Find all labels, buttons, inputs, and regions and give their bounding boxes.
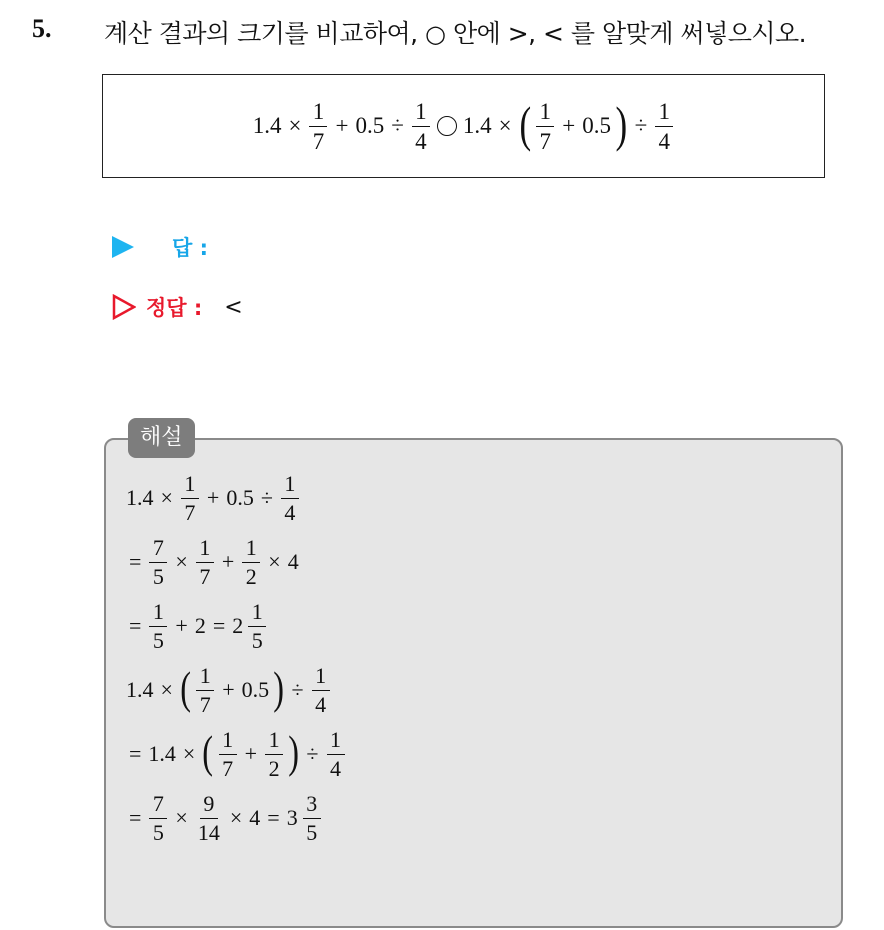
numerator: 1 (536, 100, 554, 127)
numerator: 1 (149, 601, 167, 627)
denominator: 7 (199, 563, 211, 589)
denominator: 7 (184, 499, 196, 525)
plus-operator: + (335, 113, 349, 138)
plus-operator: + (206, 485, 220, 510)
equals-operator: = (129, 741, 142, 766)
plus-operator: + (175, 613, 188, 638)
numerator: 1 (655, 100, 673, 127)
divide-operator: ÷ (291, 677, 304, 702)
numerator: 7 (149, 793, 167, 819)
comparison-blank-circle[interactable] (437, 116, 457, 136)
denominator: 4 (415, 128, 427, 154)
number-term: 0.5 (582, 113, 611, 138)
numerator: 7 (149, 537, 167, 563)
number-term: 4 (249, 805, 261, 830)
numerator: 1 (312, 665, 330, 691)
numerator: 1 (181, 473, 199, 499)
denominator: 7 (199, 691, 211, 717)
answer-row (112, 232, 208, 262)
number-term: 2 (194, 613, 206, 638)
denominator: 7 (312, 128, 325, 154)
answer-label: 답 : (172, 236, 208, 260)
explanation-tab: 해설 (128, 418, 195, 458)
mixed-number-whole: 3 (286, 805, 298, 830)
numerator: 1 (196, 537, 214, 563)
right-paren: ) (273, 662, 285, 713)
expression-box (102, 74, 825, 178)
denominator: 7 (539, 128, 551, 154)
divide-operator: ÷ (306, 741, 319, 766)
number-term: 0.5 (241, 677, 270, 702)
numerator: 9 (200, 793, 218, 819)
denominator: 5 (152, 819, 164, 845)
instruction-text-before: 계산 결과의 크기를 비교하여, (104, 19, 426, 48)
divide-operator: ÷ (391, 113, 404, 138)
fraction (196, 790, 222, 845)
comparison-expression (251, 96, 677, 154)
instruction-text-after: 안에 >, < 를 알맞게 써넣으시오. (445, 19, 807, 48)
fraction (149, 598, 167, 653)
denominator: 5 (306, 819, 318, 845)
equals-operator: = (212, 613, 226, 638)
divide-operator: ÷ (260, 485, 273, 510)
number-term: 1.4 (126, 485, 154, 510)
numerator: 1 (219, 729, 237, 755)
times-operator: × (288, 113, 302, 138)
question-instruction (104, 14, 806, 50)
filled-triangle-icon (112, 236, 134, 258)
number-term: 1.4 (148, 741, 176, 766)
fraction (248, 598, 266, 653)
right-paren: ) (288, 726, 300, 777)
plus-operator: + (221, 549, 235, 574)
times-operator: × (175, 805, 188, 830)
question-number: 5. (32, 14, 52, 43)
number-term: 1.4 (252, 113, 282, 138)
denominator: 4 (284, 499, 296, 525)
times-operator: × (160, 677, 173, 702)
plus-operator: + (562, 113, 576, 138)
explanation-step (124, 726, 348, 782)
times-operator: × (229, 805, 243, 830)
equals-operator: = (129, 613, 142, 638)
denominator: 2 (245, 563, 257, 589)
correct-answer-value: < (224, 294, 243, 320)
mixed-number-whole: 2 (232, 613, 244, 638)
outline-triangle-icon (112, 294, 136, 320)
fraction (412, 100, 430, 153)
denominator: 4 (330, 755, 341, 781)
explanation-step (124, 662, 348, 718)
times-operator: × (182, 741, 196, 766)
denominator: 7 (222, 755, 234, 781)
correct-answer-label: 정답 : (146, 296, 203, 320)
fraction (655, 100, 673, 153)
fraction (312, 662, 330, 717)
fraction (327, 726, 345, 781)
denominator: 14 (197, 819, 220, 845)
explanation-steps (124, 470, 348, 846)
fraction (309, 100, 327, 153)
correct-answer-row (112, 292, 243, 322)
plus-operator: + (244, 741, 258, 766)
fraction (181, 470, 199, 525)
fraction (149, 534, 167, 589)
denominator: 5 (152, 563, 164, 589)
fraction (281, 470, 299, 525)
left-paren: ( (519, 96, 531, 152)
denominator: 2 (268, 755, 280, 781)
explanation-step (124, 534, 348, 590)
numerator: 3 (303, 793, 321, 819)
numerator: 1 (242, 537, 260, 563)
fraction (149, 790, 167, 845)
equals-operator: = (267, 805, 280, 830)
times-operator: × (160, 485, 173, 510)
denominator: 5 (152, 627, 164, 653)
explanation-step (124, 790, 348, 846)
fraction (265, 726, 283, 781)
times-operator: × (498, 113, 512, 138)
times-operator: × (268, 549, 281, 574)
circle-symbol: ○ (425, 20, 446, 48)
times-operator: × (175, 549, 188, 574)
numerator: 1 (327, 729, 345, 755)
numerator: 1 (196, 665, 214, 691)
fraction (242, 534, 260, 589)
fraction (219, 726, 237, 781)
denominator: 4 (315, 691, 327, 717)
denominator: 5 (251, 627, 263, 653)
number-term: 0.5 (355, 113, 385, 138)
fraction (196, 534, 214, 589)
explanation-step (124, 470, 348, 526)
number-term: 4 (287, 549, 299, 574)
plus-operator: + (222, 677, 235, 702)
fraction (196, 662, 214, 717)
number-term: 1.4 (126, 677, 154, 702)
numerator: 1 (265, 729, 283, 755)
numerator: 1 (309, 100, 327, 127)
left-paren: ( (180, 662, 191, 713)
left-paren: ( (202, 726, 214, 777)
numerator: 1 (248, 601, 266, 627)
divide-operator: ÷ (634, 113, 648, 138)
fraction (536, 100, 554, 153)
explanation-step (124, 598, 348, 654)
number-term: 0.5 (226, 485, 254, 510)
denominator: 4 (658, 128, 670, 154)
fraction (303, 790, 321, 845)
equals-operator: = (129, 805, 142, 830)
right-paren: ) (615, 96, 628, 152)
numerator: 1 (281, 473, 299, 499)
numerator: 1 (412, 100, 430, 127)
number-term: 1.4 (462, 113, 492, 138)
equals-operator: = (129, 549, 142, 574)
